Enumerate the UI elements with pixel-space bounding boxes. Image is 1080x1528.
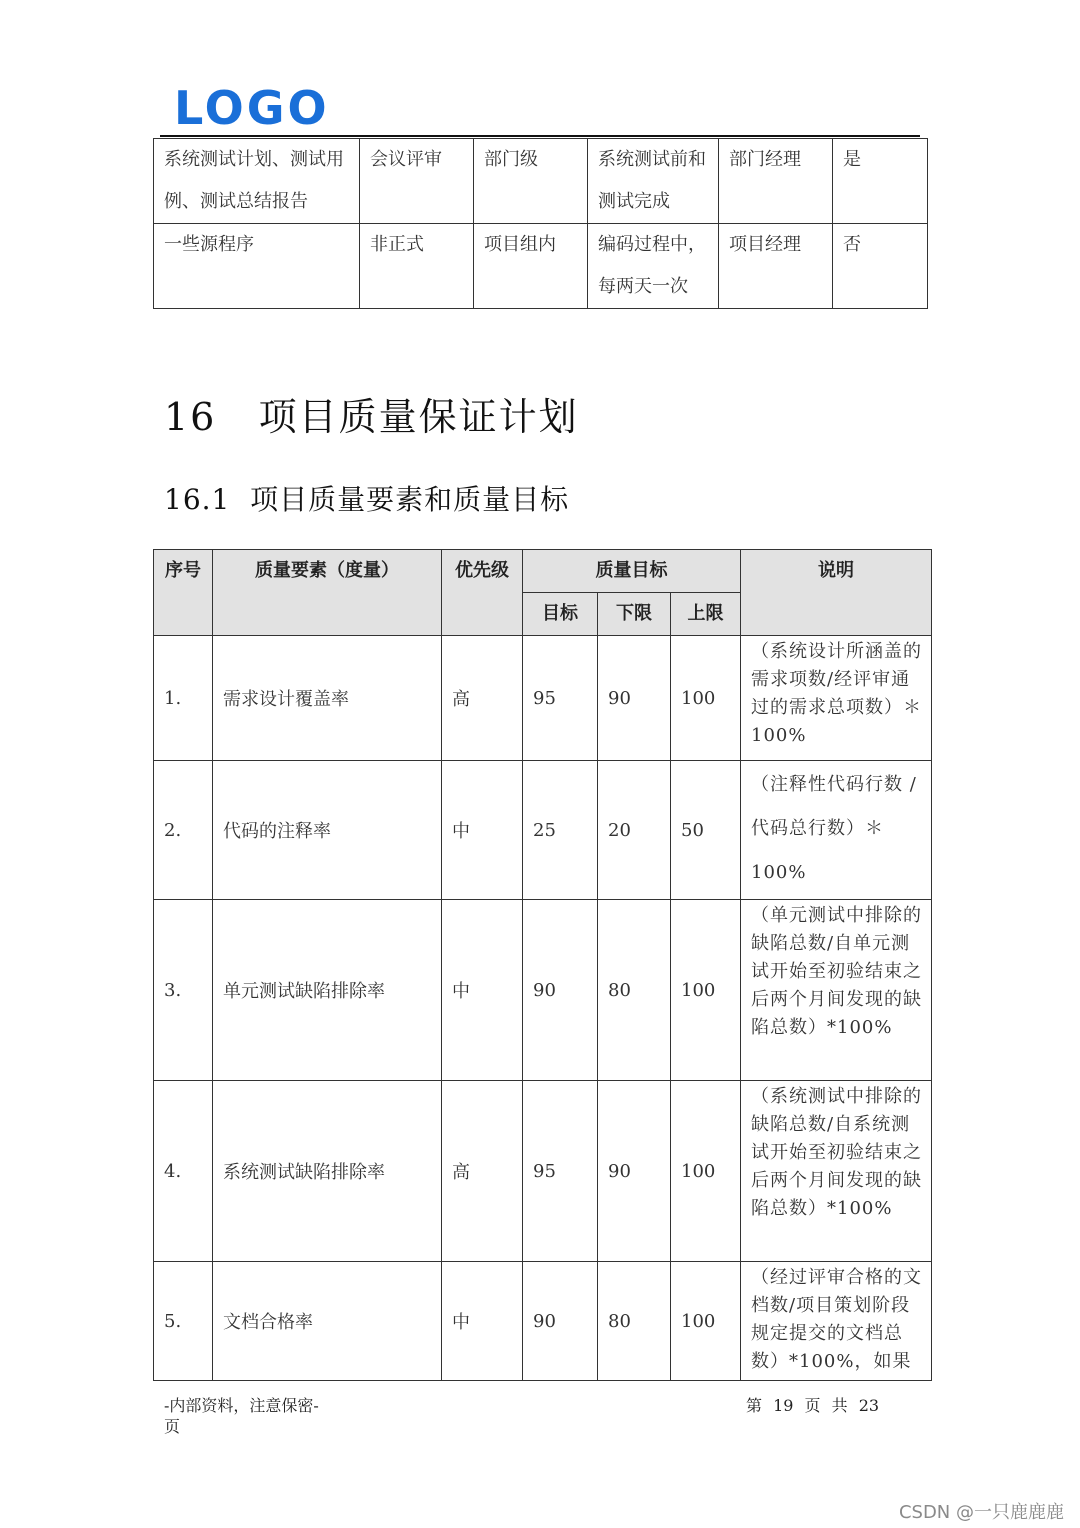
row-seq: 3. xyxy=(154,900,213,1081)
row-target: 95 xyxy=(523,1081,598,1262)
row-seq: 4. xyxy=(154,1081,213,1262)
review-cell: 非正式 xyxy=(360,224,474,309)
row-priority: 高 xyxy=(442,1081,523,1262)
row-note: （注释性代码行数 / 代码总行数）＊ 100% xyxy=(741,761,932,900)
row-target: 90 xyxy=(523,900,598,1081)
review-cell: 一些源程序 xyxy=(154,224,360,309)
header-rule xyxy=(160,135,920,137)
review-cell: 部门级 xyxy=(474,139,588,224)
table-row xyxy=(154,1081,932,1262)
row-upper: 100 xyxy=(671,1262,741,1381)
row-upper: 50 xyxy=(671,761,741,900)
row-seq: 2. xyxy=(154,761,213,900)
row-lower: 80 xyxy=(598,1262,671,1381)
quality-table xyxy=(153,549,932,1381)
row-lower: 20 xyxy=(598,761,671,900)
header-lower: 下限 xyxy=(598,593,671,636)
logo: LOGO xyxy=(174,81,330,135)
subsection-number: 16.1 xyxy=(164,483,231,516)
row-lower: 90 xyxy=(598,1081,671,1262)
subsection-heading xyxy=(164,478,569,518)
row-factor: 系统测试缺陷排除率 xyxy=(213,1081,442,1262)
header-target: 目标 xyxy=(523,593,598,636)
row-upper: 100 xyxy=(671,900,741,1081)
row-priority: 中 xyxy=(442,1262,523,1381)
review-cell: 系统测试计划、测试用例、测试总结报告 xyxy=(154,139,360,224)
row-note: （系统设计所涵盖的需求项数/经评审通过的需求总项数）＊ 100% xyxy=(741,636,932,761)
row-note: （系统测试中排除的缺陷总数/自系统测试开始至初验结束之后两个月间发现的缺陷总数）*100% xyxy=(741,1081,932,1262)
table-row xyxy=(154,900,932,1081)
header-upper: 上限 xyxy=(671,593,741,636)
footer-confidential: -内部资料，注意保密-页 xyxy=(164,1396,319,1436)
section-title: 项目质量保证计划 xyxy=(258,395,579,439)
row-factor: 单元测试缺陷排除率 xyxy=(213,900,442,1081)
row-seq: 1. xyxy=(154,636,213,761)
header-factor: 质量要素（度量） xyxy=(213,550,442,636)
row-target: 25 xyxy=(523,761,598,900)
review-cell: 会议评审 xyxy=(360,139,474,224)
table-row xyxy=(154,761,932,900)
row-lower: 90 xyxy=(598,636,671,761)
subsection-title: 项目质量要素和质量目标 xyxy=(250,483,570,516)
review-cell: 是 xyxy=(833,139,928,224)
footer-page-number: 第 19 页 共 23 xyxy=(746,1396,880,1415)
review-cell: 部门经理 xyxy=(719,139,833,224)
row-factor: 代码的注释率 xyxy=(213,761,442,900)
row-target: 90 xyxy=(523,1262,598,1381)
review-cell: 否 xyxy=(833,224,928,309)
review-cell: 编码过程中，每两天一次 xyxy=(588,224,719,309)
row-factor: 需求设计覆盖率 xyxy=(213,636,442,761)
header-priority: 优先级 xyxy=(442,550,523,636)
header-seq: 序号 xyxy=(154,550,213,636)
table-row xyxy=(154,139,928,224)
section-number: 16 xyxy=(164,395,217,439)
table-row xyxy=(154,1262,932,1381)
review-table xyxy=(153,138,928,309)
section-heading xyxy=(164,386,579,441)
review-cell: 系统测试前和测试完成 xyxy=(588,139,719,224)
row-upper: 100 xyxy=(671,1081,741,1262)
header-note: 说明 xyxy=(741,550,932,636)
review-cell: 项目组内 xyxy=(474,224,588,309)
table-row xyxy=(154,636,932,761)
review-cell: 项目经理 xyxy=(719,224,833,309)
row-upper: 100 xyxy=(671,636,741,761)
row-priority: 中 xyxy=(442,900,523,1081)
row-target: 95 xyxy=(523,636,598,761)
row-lower: 80 xyxy=(598,900,671,1081)
row-priority: 高 xyxy=(442,636,523,761)
table-row xyxy=(154,224,928,309)
row-priority: 中 xyxy=(442,761,523,900)
row-note: （经过评审合格的文档数/项目策划阶段规定提交的文档总数）*100%，如果 xyxy=(741,1262,932,1381)
row-note: （单元测试中排除的缺陷总数/自单元测试开始至初验结束之后两个月间发现的缺陷总数）*100% xyxy=(741,900,932,1081)
row-factor: 文档合格率 xyxy=(213,1262,442,1381)
row-seq: 5. xyxy=(154,1262,213,1381)
watermark: CSDN @一只鹿鹿鹿 xyxy=(898,1502,1064,1523)
header-goal-group: 质量目标 xyxy=(523,550,741,593)
